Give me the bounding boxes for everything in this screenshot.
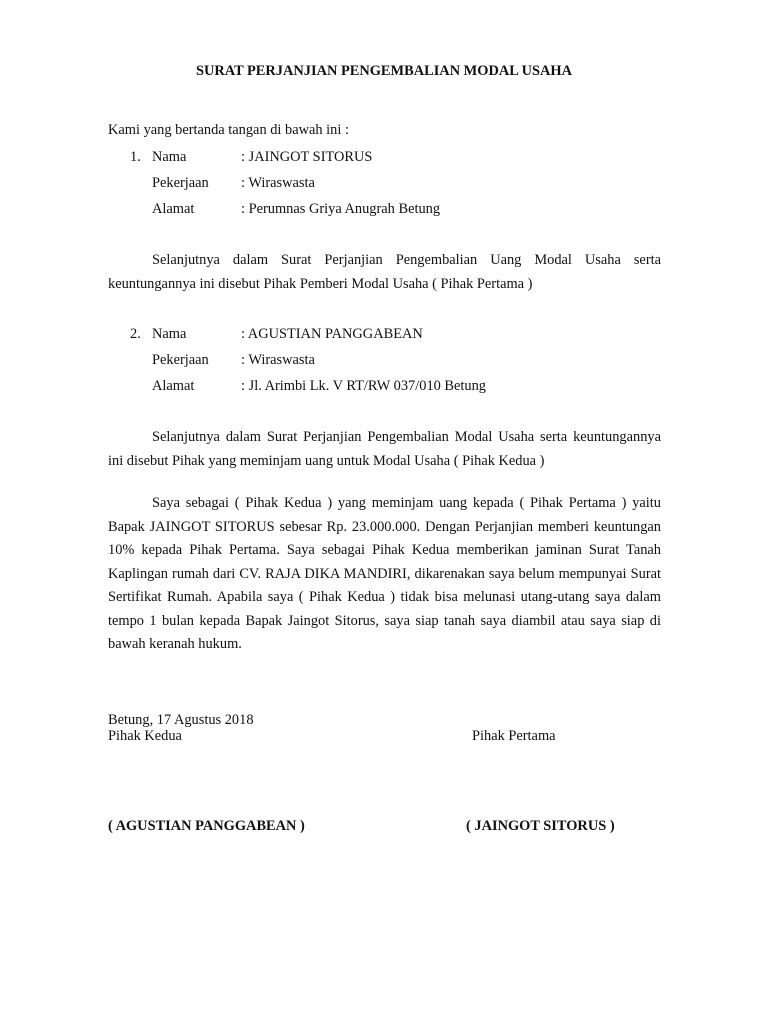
paragraph-1	[108, 249, 661, 296]
signature-left-role: Pihak Kedua	[108, 728, 182, 744]
paragraph-1-text: Selanjutnya dalam Surat Perjanjian Pengembalian Uang Modal Usaha serta keuntungannya ini disebut Pihak Pemberi Modal Usaha ( Pihak Pertama )	[108, 252, 661, 292]
signature-left-name: ( AGUSTIAN PANGGABEAN )	[108, 818, 305, 834]
signature-right-name: ( JAINGOT SITORUS )	[466, 818, 615, 834]
place-date: Betung, 17 Agustus 2018	[108, 712, 254, 728]
party-1-job-label: Pekerjaan	[152, 175, 209, 191]
party-2-job-value: : Wiraswasta	[241, 352, 315, 368]
party-2-name-value: : AGUSTIAN PANGGABEAN	[241, 326, 423, 342]
party-2-name-label: Nama	[152, 326, 187, 342]
paragraph-2-text: Selanjutnya dalam Surat Perjanjian Pengembalian Modal Usaha serta keuntungannya ini disebut Pihak yang meminjam uang untuk Modal Usaha ( Pihak Kedua )	[108, 429, 661, 469]
party-1-address-value: : Perumnas Griya Anugrah Betung	[241, 201, 441, 217]
party-2-address-label: Alamat	[152, 378, 195, 394]
signature-right-role: Pihak Pertama	[472, 728, 556, 744]
document-title: SURAT PERJANJIAN PENGEMBALIAN MODAL USAHA	[195, 63, 573, 79]
paragraph-3	[108, 492, 661, 657]
paragraph-3-text: Saya sebagai ( Pihak Kedua ) yang meminjam uang kepada ( Pihak Pertama ) yaitu Bapak JAINGOT SITORUS sebesar Rp. 23.000.000. Dengan Perjanjian memberi keuntungan 10% kepada Pihak Pertama. Saya sebagai Pihak Kedua memberikan jaminan Surat Tanah Kaplingan rumah dari CV. RAJA DIKA MANDIRI, dikarenakan saya belum mempunyai Surat Sertifikat Rumah. Apabila saya ( Pihak Kedua ) tidak bisa melunasi utang-utang saya dalam tempo 1 bulan kepada Bapak Jaingot Sitorus, saya siap tanah saya diambil atau saya siap di bawah keranah hukum.	[108, 495, 661, 652]
party-2-number: 2.	[130, 326, 141, 342]
party-1-name-label: Nama	[152, 149, 187, 165]
party-2-address-value: : Jl. Arimbi Lk. V RT/RW 037/010 Betung	[241, 378, 486, 394]
party-1-name-value: : JAINGOT SITORUS	[241, 149, 373, 165]
party-1-job-value: : Wiraswasta	[241, 175, 315, 191]
party-1-address-label: Alamat	[152, 201, 195, 217]
party-2-job-label: Pekerjaan	[152, 352, 209, 368]
party-1-number: 1.	[130, 149, 141, 165]
paragraph-2	[108, 426, 661, 473]
intro-text: Kami yang bertanda tangan di bawah ini :	[108, 122, 349, 138]
